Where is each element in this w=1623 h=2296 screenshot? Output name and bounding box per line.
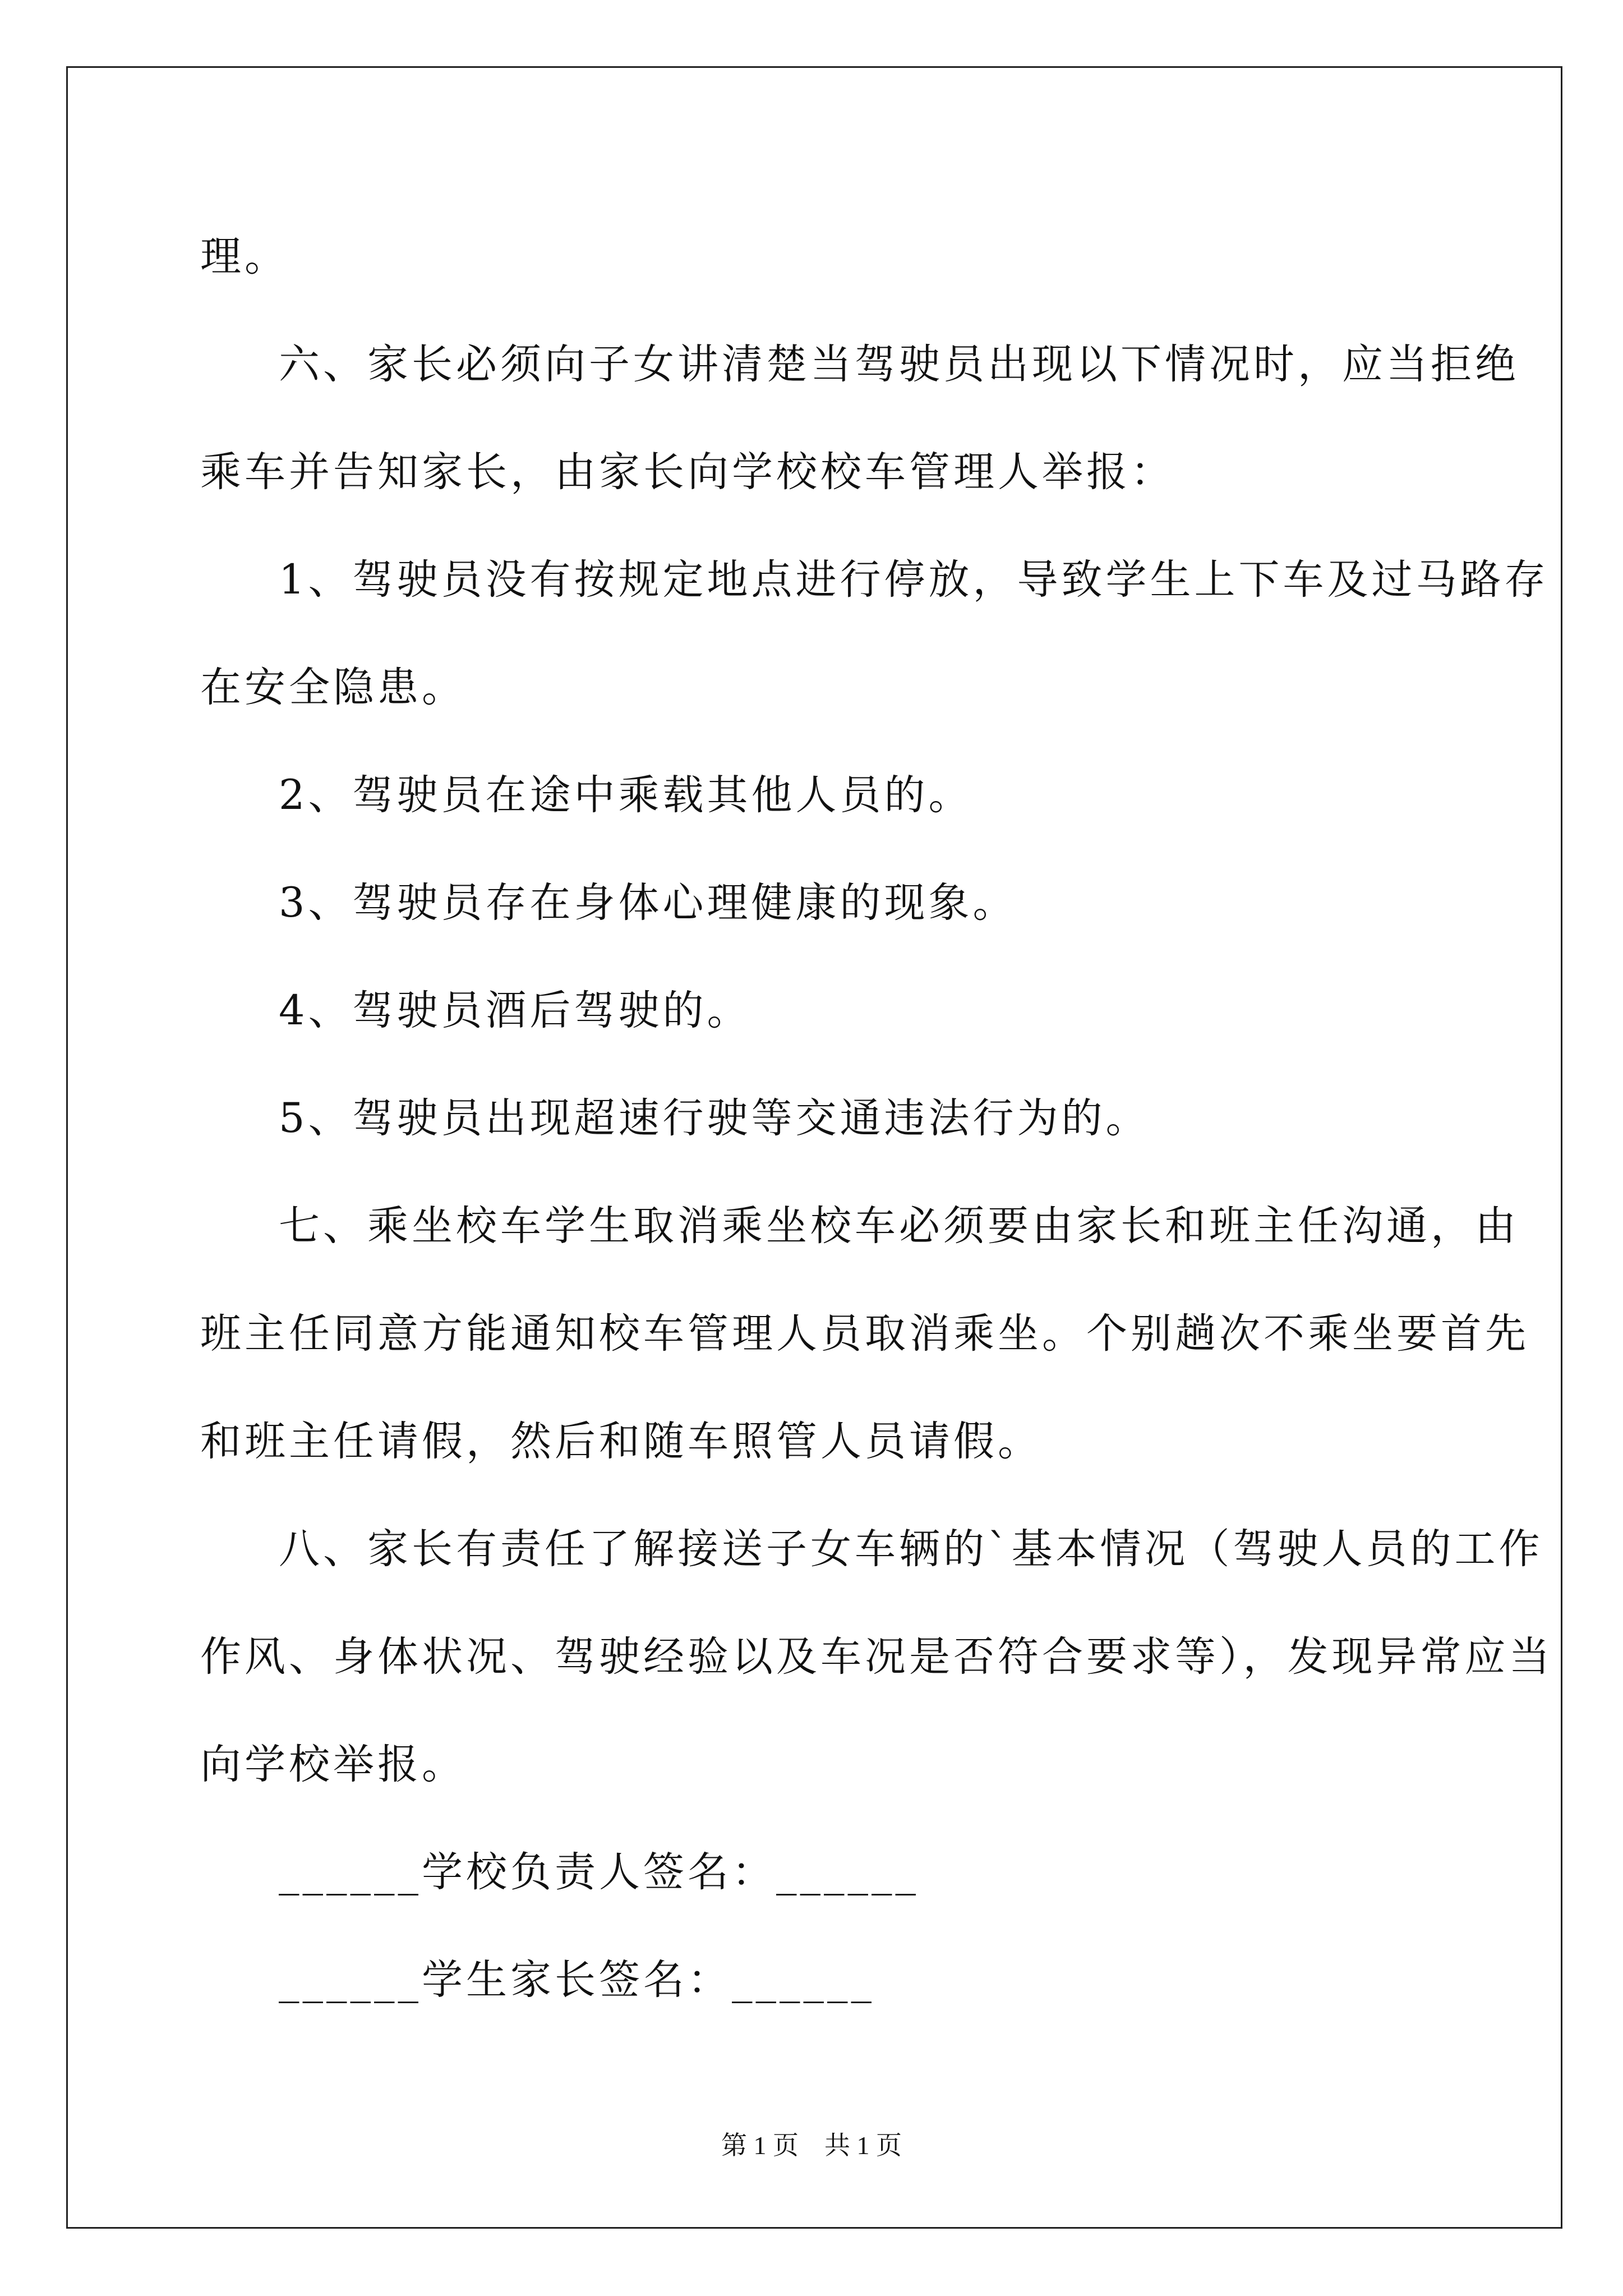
paragraph-7-line-1: 七、乘坐校车学生取消乘坐校车必须要由家长和班主任沟通，由 xyxy=(279,1202,1519,1250)
item-2: 2、驾驶员在途中乘载其他人员的。 xyxy=(279,771,973,819)
item-1-line-2: 在安全隐患。 xyxy=(200,664,466,711)
text-line: 理。 xyxy=(200,233,289,280)
item-4: 4、驾驶员酒后驾驶的。 xyxy=(279,987,751,1034)
paragraph-6-line-2: 乘车并告知家长，由家长向学校校车管理人举报： xyxy=(200,448,1175,496)
page-footer: 第 1 页 共 1 页 xyxy=(721,2131,902,2160)
paragraph-6-line-1: 六、家长必须向子女讲清楚当驾驶员出现以下情况时，应当拒绝 xyxy=(279,341,1519,388)
page-border xyxy=(66,66,1562,2229)
paragraph-8-line-1: 八、家长有责任了解接送子女车辆的`基本情况（驾驶人员的工作 xyxy=(279,1525,1543,1573)
paragraph-7-line-2: 班主任同意方能通知校车管理人员取消乘坐。个别趟次不乘坐要首先 xyxy=(200,1310,1529,1358)
paragraph-8-line-3: 向学校举报。 xyxy=(200,1741,466,1788)
item-5: 5、驾驶员出现超速行驶等交通违法行为的。 xyxy=(279,1094,1150,1142)
paragraph-8-line-2: 作风、身体状况、驾驶经验以及车况是否符合要求等），发现异常应当 xyxy=(200,1633,1553,1681)
school-signature-line: ______学校负责人签名：______ xyxy=(279,1848,919,1896)
item-3: 3、驾驶员存在身体心理健康的现象。 xyxy=(279,879,1017,927)
paragraph-7-line-3: 和班主任请假，然后和随车照管人员请假。 xyxy=(200,1418,1042,1465)
item-1-line-1: 1、驾驶员没有按规定地点进行停放，导致学生上下车及过马路存 xyxy=(279,556,1549,604)
parent-signature-line: ______学生家长签名：______ xyxy=(279,1956,875,2004)
